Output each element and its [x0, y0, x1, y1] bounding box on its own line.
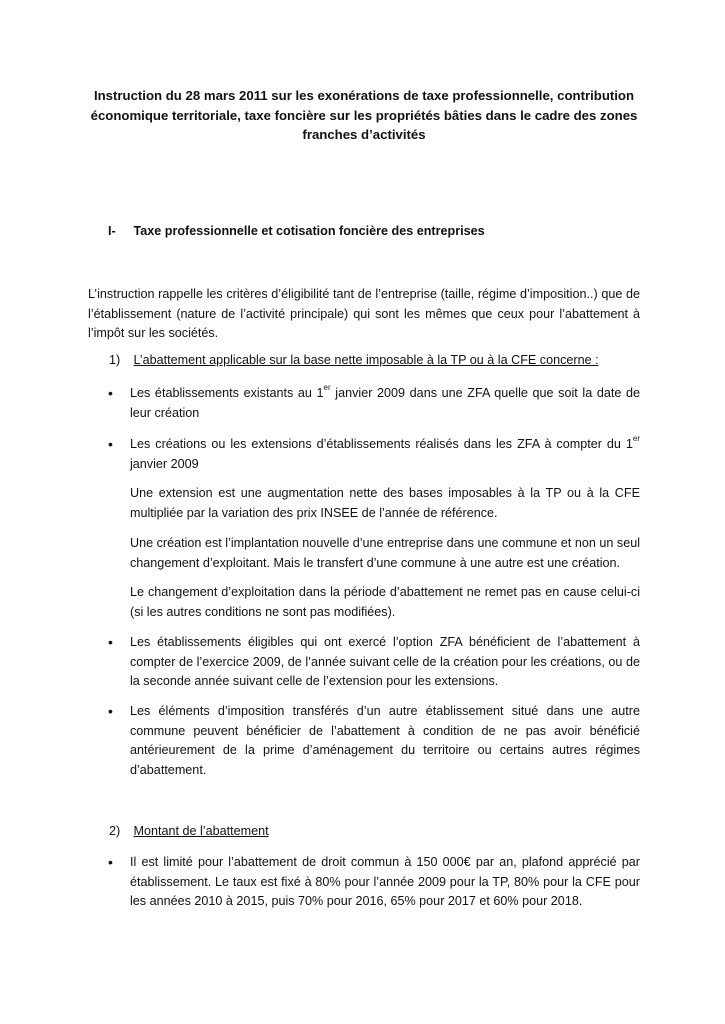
intro-paragraph: L’instruction rappelle les critères d’éligibilité tant de l’entreprise (taille, régime d’imposition..) que de l’établissement (nature de l’activité principale) qui sont les mêmes que ceux pour l’abattement à l’impôt sur les sociétés.	[88, 287, 640, 340]
section-title: Taxe professionnelle et cotisation foncière des entreprises	[133, 224, 485, 238]
bullet-text: Les éléments d’imposition transférés d’un autre établissement situé dans une autre commune peuvent bénéficier de l’abattement à condition de ne pas avoir bénéficié antérieurement de la prime d’aménagement du territoire ou certains autres régimes d’abattement.	[130, 704, 640, 777]
bullet-text: Les établissements éligibles qui ont exercé l’option ZFA bénéficient de l’abattement à compter de l’exercice 2009, de l’année suivant celle de la création pour les créations, ou de la seconde année suivant celle de l’extension pour les extensions.	[130, 635, 640, 688]
bullet-text: Les créations ou les extensions d’établissements réalisés dans les ZFA à compter du 1er janvier 2009	[130, 434, 640, 471]
bullet-item	[108, 435, 640, 474]
superscript: er	[323, 383, 331, 392]
subsection-title: L’abattement applicable sur la base nette imposable à la TP ou à la CFE concerne :	[133, 353, 599, 367]
bullet-item	[108, 633, 640, 692]
bullet-marker: •	[108, 854, 113, 870]
bullet-text: Il est limité pour l’abattement de droit commun à 150 000€ par an, plafond apprécié par établissement. Le taux est fixé à 80% pour l’année 2009 pour la TP, 80% pour la CFE pour les années 2010 à 2015, puis 70% pour 2016, 65% pour 2017 et 60% pour 2018.	[130, 855, 640, 908]
bullet-marker: •	[108, 436, 113, 452]
section-number: I-	[108, 224, 116, 238]
bullet-marker: •	[108, 385, 113, 401]
bullet-item	[108, 853, 640, 912]
paragraph-changement: Le changement d’exploitation dans la période d’abattement ne remet pas en cause celui-ci (si les autres conditions ne sont pas modifiées).	[130, 585, 640, 619]
section-heading	[108, 222, 485, 242]
bullet-marker: •	[108, 703, 113, 719]
superscript: er	[632, 434, 640, 443]
bullet-text: Les établissements existants au 1er janvier 2009 dans une ZFA quelle que soit la date de leur création	[130, 383, 640, 420]
subsection-heading-2	[109, 822, 269, 842]
bullet-marker: •	[108, 634, 113, 650]
bullet-item	[108, 384, 640, 423]
subsection-heading-1	[109, 351, 599, 371]
subsection-number: 1)	[109, 353, 121, 367]
subsection-number: 2)	[109, 824, 121, 838]
paragraph-extension: Une extension est une augmentation nette des bases imposables à la TP ou à la CFE multipliée par la variation des prix INSEE de l’année de référence.	[130, 486, 640, 520]
subsection-title: Montant de l’abattement	[133, 824, 269, 838]
bullet-item	[108, 702, 640, 780]
paragraph-creation: Une création est l’implantation nouvelle d’une entreprise dans une commune et non un seul changement d’exploitant. Mais le transfert d’une commune à une autre est une création.	[130, 536, 640, 570]
document-title: Instruction du 28 mars 2011 sur les exonérations de taxe professionnelle, contribution économique territoriale, taxe foncière sur les propriétés bâties dans le cadre des zones franches d’activités	[90, 88, 638, 142]
